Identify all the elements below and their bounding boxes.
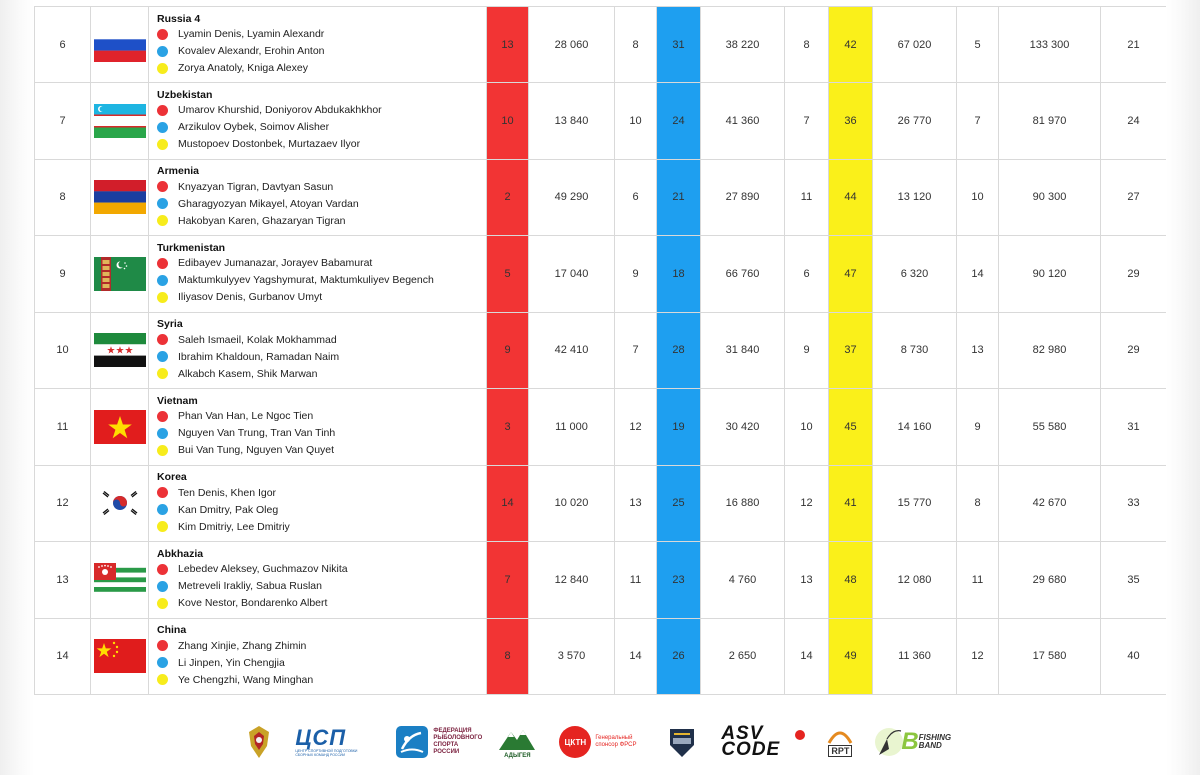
zone-blue-place-cell: 31 [657,7,701,83]
total-weight-cell: 90 120 [999,236,1101,313]
red-zone-dot-icon [157,564,168,575]
zone-yellow-weight-cell: 15 770 [873,465,957,542]
red-zone-dot-icon [157,181,168,192]
fishing-federation-logo [395,725,483,759]
pair-line [157,289,486,306]
ckhtn-sponsor-text: Генеральный спонсор ФРСР [595,735,637,748]
yellow-zone-dot-icon [157,139,168,150]
zone-blue-place-cell: 21 [657,159,701,236]
rpt-text: RPT [828,745,852,757]
pair-names: Kim Dmitriy, Lee Dmitriy [178,520,290,533]
results-table-body [35,7,1167,695]
team-cell [149,83,487,160]
zone-red-rank-cell: 10 [615,83,657,160]
pair-line [157,119,486,136]
red-zone-dot-icon [157,105,168,116]
fishing-band-logo [875,725,954,759]
red-zone-dot-icon [157,258,168,269]
svg-text:★★★: ★★★ [106,345,133,357]
zone-blue-rank-cell: 11 [785,159,829,236]
red-zone-dot-icon [157,411,168,422]
total-weight-cell: 29 680 [999,542,1101,619]
pair-line [157,272,486,289]
zone-blue-rank-cell: 9 [785,312,829,389]
pair-line [157,136,486,153]
pair-line [157,365,486,382]
team-name: Russia 4 [157,12,201,25]
pair-line [157,255,486,272]
zone-yellow-place-cell: 45 [829,389,873,466]
red-zone-dot-icon [157,334,168,345]
pair-names: Zhang Xinjie, Zhang Zhimin [178,639,307,652]
zone-yellow-place-cell: 49 [829,618,873,695]
pair-line [157,331,486,348]
zone-yellow-weight-cell: 26 770 [873,83,957,160]
red-zone-dot-icon [157,29,168,40]
table-row [35,236,1167,313]
minsport-emblem-logo [245,724,273,760]
team-cell [149,7,487,83]
zone-yellow-rank-cell: 14 [957,236,999,313]
country-flag-icon [94,639,146,673]
pair-names: Ten Denis, Khen Igor [178,486,277,499]
zone-yellow-place-cell: 41 [829,465,873,542]
blue-zone-dot-icon [157,46,168,57]
zone-red-weight-cell: 3 570 [529,618,615,695]
zone-blue-place-cell: 18 [657,236,701,313]
place-cell: 12 [35,465,91,542]
zone-red-rank-cell: 14 [615,618,657,695]
team-name: Syria [157,318,183,331]
blue-zone-dot-icon [157,275,168,286]
asv-code-text: ASV CODE [721,723,781,760]
pair-names: Li Jinpen, Yin Chengjia [178,656,285,669]
pair-names: Arzikulov Oybek, Soimov Alisher [178,121,330,134]
zone-red-rank-cell: 12 [615,389,657,466]
csp-logo [295,727,373,757]
flag-cell [91,159,149,236]
zone-blue-place-cell: 19 [657,389,701,466]
results-table [34,6,1167,695]
zone-blue-weight-cell: 27 890 [701,159,785,236]
pair-line [157,671,486,688]
table-row [35,542,1167,619]
pair-line [157,178,486,195]
yellow-zone-dot-icon [157,598,168,609]
pair-line [157,518,486,535]
zone-blue-rank-cell: 12 [785,465,829,542]
table-row [35,159,1167,236]
zone-red-rank-cell: 11 [615,542,657,619]
pair-names: Metreveli Irakliy, Sabua Ruslan [178,580,322,593]
ckhtn-logo [559,726,643,758]
yellow-zone-dot-icon [157,521,168,532]
blue-zone-dot-icon [157,428,168,439]
blue-zone-dot-icon [157,351,168,362]
zone-blue-weight-cell: 38 220 [701,7,785,83]
team-cell [149,236,487,313]
pair-line [157,195,486,212]
zone-blue-place-cell: 24 [657,83,701,160]
zone-red-weight-cell: 28 060 [529,7,615,83]
yellow-zone-dot-icon [157,63,168,74]
flag-cell [91,7,149,83]
pair-names: Hakobyan Karen, Ghazaryan Tigran [178,214,346,227]
total-points-cell: 40 [1101,618,1167,695]
zone-yellow-rank-cell: 11 [957,542,999,619]
pair-line [157,348,486,365]
adygea-text: АДЫГЕЯ [504,752,531,759]
zone-blue-rank-cell: 10 [785,389,829,466]
zone-blue-weight-cell: 2 650 [701,618,785,695]
zone-blue-rank-cell: 13 [785,542,829,619]
country-flag-icon [94,180,146,214]
yellow-zone-dot-icon [157,368,168,379]
zone-red-place-cell: 10 [487,83,529,160]
place-cell: 6 [35,7,91,83]
zone-blue-place-cell: 25 [657,465,701,542]
table-row [35,83,1167,160]
total-weight-cell: 133 300 [999,7,1101,83]
blue-zone-dot-icon [157,504,168,515]
country-flag-icon [94,333,146,367]
team-name: Vietnam [157,394,198,407]
zone-red-place-cell: 7 [487,542,529,619]
pair-names: Ibrahim Khaldoun, Ramadan Naim [178,350,340,363]
pair-line [157,578,486,595]
place-cell: 14 [35,618,91,695]
pair-line [157,637,486,654]
pair-names: Knyazyan Tigran, Davtyan Sasun [178,180,334,193]
pair-names: Alkabch Kasem, Shik Marwan [178,367,318,380]
team-cell [149,465,487,542]
total-points-cell: 31 [1101,389,1167,466]
zone-red-weight-cell: 10 020 [529,465,615,542]
zone-red-rank-cell: 9 [615,236,657,313]
total-weight-cell: 17 580 [999,618,1101,695]
pair-names: Zorya Anatoly, Kniga Alexey [178,62,308,74]
table-row [35,618,1167,695]
fisherman-icon [395,725,429,759]
zone-yellow-rank-cell: 8 [957,465,999,542]
flag-cell [91,236,149,313]
zone-yellow-place-cell: 44 [829,159,873,236]
flag-cell [91,389,149,466]
zone-red-rank-cell: 6 [615,159,657,236]
flag-cell [91,312,149,389]
pair-line [157,484,486,501]
table-row [35,465,1167,542]
adygea-logo [497,726,537,759]
country-flag-icon [94,410,146,444]
total-points-cell: 29 [1101,312,1167,389]
pair-names: Ye Chengzhi, Wang Minghan [178,673,314,686]
zone-yellow-rank-cell: 10 [957,159,999,236]
csp-logo-title: ЦСП [295,725,347,750]
total-weight-cell: 55 580 [999,389,1101,466]
team-cell [149,542,487,619]
zone-red-weight-cell: 13 840 [529,83,615,160]
mountains-icon [497,726,537,752]
zone-yellow-weight-cell: 11 360 [873,618,957,695]
team-name: Armenia [157,165,200,178]
team-name: Abkhazia [157,547,204,560]
asv-code-logo [721,723,805,760]
yellow-zone-dot-icon [157,674,168,685]
total-points-cell: 35 [1101,542,1167,619]
red-zone-dot-icon [157,487,168,498]
total-weight-cell: 42 670 [999,465,1101,542]
zone-yellow-rank-cell: 9 [957,389,999,466]
zone-blue-weight-cell: 41 360 [701,83,785,160]
zone-yellow-weight-cell: 67 020 [873,7,957,83]
red-zone-dot-icon [157,640,168,651]
zone-red-weight-cell: 49 290 [529,159,615,236]
pair-names: Edibayev Jumanazar, Jorayev Babamurat [178,257,373,270]
zone-yellow-rank-cell: 13 [957,312,999,389]
pair-names: Bui Van Tung, Nguyen Van Quyet [178,444,335,457]
total-points-cell: 21 [1101,7,1167,83]
zone-blue-rank-cell: 7 [785,83,829,160]
pair-names: Kan Dmitry, Pak Oleg [178,503,279,516]
pair-names: Umarov Khurshid, Doniyorov Abdukakhkhor [178,104,382,117]
place-cell: 13 [35,542,91,619]
pair-names: Lyamin Denis, Lyamin Alexandr [178,28,325,40]
zone-red-place-cell: 13 [487,7,529,83]
flag-cell [91,618,149,695]
zone-blue-rank-cell: 14 [785,618,829,695]
pair-line [157,26,486,43]
table-row [35,312,1167,389]
zone-blue-place-cell: 28 [657,312,701,389]
yellow-zone-dot-icon [157,215,168,226]
table-row [35,7,1167,83]
place-cell: 11 [35,389,91,466]
pair-names: Kove Nestor, Bondarenko Albert [178,597,328,610]
total-points-cell: 27 [1101,159,1167,236]
zone-red-place-cell: 8 [487,618,529,695]
zone-yellow-weight-cell: 12 080 [873,542,957,619]
team-name: Uzbekistan [157,88,213,101]
zone-yellow-weight-cell: 13 120 [873,159,957,236]
pair-line [157,102,486,119]
pair-names: Mustopoev Dostonbek, Murtazaev Ilyor [178,138,361,151]
zone-yellow-place-cell: 42 [829,7,873,83]
pair-line [157,408,486,425]
pair-names: Phan Van Han, Le Ngoc Tien [178,410,314,423]
pair-names: Gharagyozyan Mikayel, Atoyan Vardan [178,197,359,210]
country-flag-icon [94,486,146,520]
table-row [35,389,1167,466]
fishing-federation-text: ФЕДЕРАЦИЯ РЫБОЛОВНОГО СПОРТА РОССИИ [433,728,483,755]
blue-zone-dot-icon [157,198,168,209]
zone-yellow-weight-cell: 14 160 [873,389,957,466]
team-name: Korea [157,471,187,484]
pair-line [157,425,486,442]
zone-yellow-rank-cell: 12 [957,618,999,695]
team-cell [149,618,487,695]
zone-yellow-rank-cell: 5 [957,7,999,83]
team-name: Turkmenistan [157,241,226,254]
zone-yellow-rank-cell: 7 [957,83,999,160]
place-cell: 10 [35,312,91,389]
blue-zone-dot-icon [157,581,168,592]
flag-cell [91,465,149,542]
team-cell [149,312,487,389]
zone-blue-weight-cell: 66 760 [701,236,785,313]
zone-yellow-weight-cell: 6 320 [873,236,957,313]
total-points-cell: 29 [1101,236,1167,313]
zone-yellow-place-cell: 48 [829,542,873,619]
yellow-zone-dot-icon [157,292,168,303]
zone-blue-rank-cell: 6 [785,236,829,313]
flag-cell [91,83,149,160]
pair-names: Iliyasov Denis, Gurbanov Umyt [178,291,323,304]
yellow-zone-dot-icon [157,445,168,456]
pair-line [157,212,486,229]
zone-red-place-cell: 14 [487,465,529,542]
zone-red-place-cell: 9 [487,312,529,389]
country-flag-icon [94,257,146,291]
shield-icon [665,725,699,759]
ckhtn-badge [559,726,591,758]
team-name: China [157,624,187,637]
zone-red-place-cell: 3 [487,389,529,466]
pair-line [157,654,486,671]
pair-line [157,595,486,612]
zone-blue-weight-cell: 16 880 [701,465,785,542]
pair-line [157,43,486,60]
team-cell [149,389,487,466]
place-cell: 9 [35,236,91,313]
pair-line [157,442,486,459]
asv-red-circle-icon [795,730,805,740]
place-cell: 7 [35,83,91,160]
country-flag-icon [94,104,146,138]
zone-yellow-place-cell: 36 [829,83,873,160]
zone-blue-rank-cell: 8 [785,7,829,83]
pair-names: Saleh Ismaeil, Kolak Mokhammad [178,333,337,346]
pair-names: Lebedev Aleksey, Guchmazov Nikita [178,563,348,576]
zone-blue-weight-cell: 4 760 [701,542,785,619]
fishing-band-text: FISHING BAND [918,733,952,750]
rpt-emblem-icon [827,727,853,745]
pair-names: Nguyen Van Trung, Tran Van Tinh [178,427,336,440]
zone-blue-weight-cell: 30 420 [701,389,785,466]
zone-red-weight-cell: 42 410 [529,312,615,389]
total-weight-cell: 82 980 [999,312,1101,389]
sponsor-logos [0,712,1200,772]
zone-red-weight-cell: 17 040 [529,236,615,313]
zone-red-weight-cell: 11 000 [529,389,615,466]
csp-logo-subtitle: ЦЕНТР СПОРТИВНОЙ ПОДГОТОВКИ СБОРНЫХ КОМАНД РОССИИ [295,749,358,757]
blue-zone-dot-icon [157,122,168,133]
zone-red-rank-cell: 13 [615,465,657,542]
pair-line [157,561,486,578]
zone-blue-weight-cell: 31 840 [701,312,785,389]
shield-badge-logo [665,725,699,759]
zone-blue-place-cell: 26 [657,618,701,695]
country-flag-icon [94,28,146,62]
zone-yellow-place-cell: 37 [829,312,873,389]
pair-line [157,60,486,77]
zone-blue-place-cell: 23 [657,542,701,619]
ckhtn-badge-text: ЦКТН [564,737,587,747]
total-points-cell: 24 [1101,83,1167,160]
place-cell: 8 [35,159,91,236]
country-flag-icon [94,563,146,597]
pair-line [157,501,486,518]
pair-names: Kovalev Alexandr, Erohin Anton [178,45,325,57]
zone-red-rank-cell: 7 [615,312,657,389]
blue-zone-dot-icon [157,657,168,668]
total-weight-cell: 81 970 [999,83,1101,160]
zone-red-place-cell: 2 [487,159,529,236]
total-weight-cell: 90 300 [999,159,1101,236]
total-points-cell: 33 [1101,465,1167,542]
flag-cell [91,542,149,619]
zone-yellow-place-cell: 47 [829,236,873,313]
zone-red-weight-cell: 12 840 [529,542,615,619]
pair-names: Maktumkulyyev Yagshymurat, Maktumkuliyev Begench [178,274,434,287]
zone-red-rank-cell: 8 [615,7,657,83]
team-cell [149,159,487,236]
zone-yellow-weight-cell: 8 730 [873,312,957,389]
angler-icon [875,725,903,759]
fishing-band-b-letter: B [901,728,919,755]
rpt-logo [827,727,853,757]
zone-red-place-cell: 5 [487,236,529,313]
